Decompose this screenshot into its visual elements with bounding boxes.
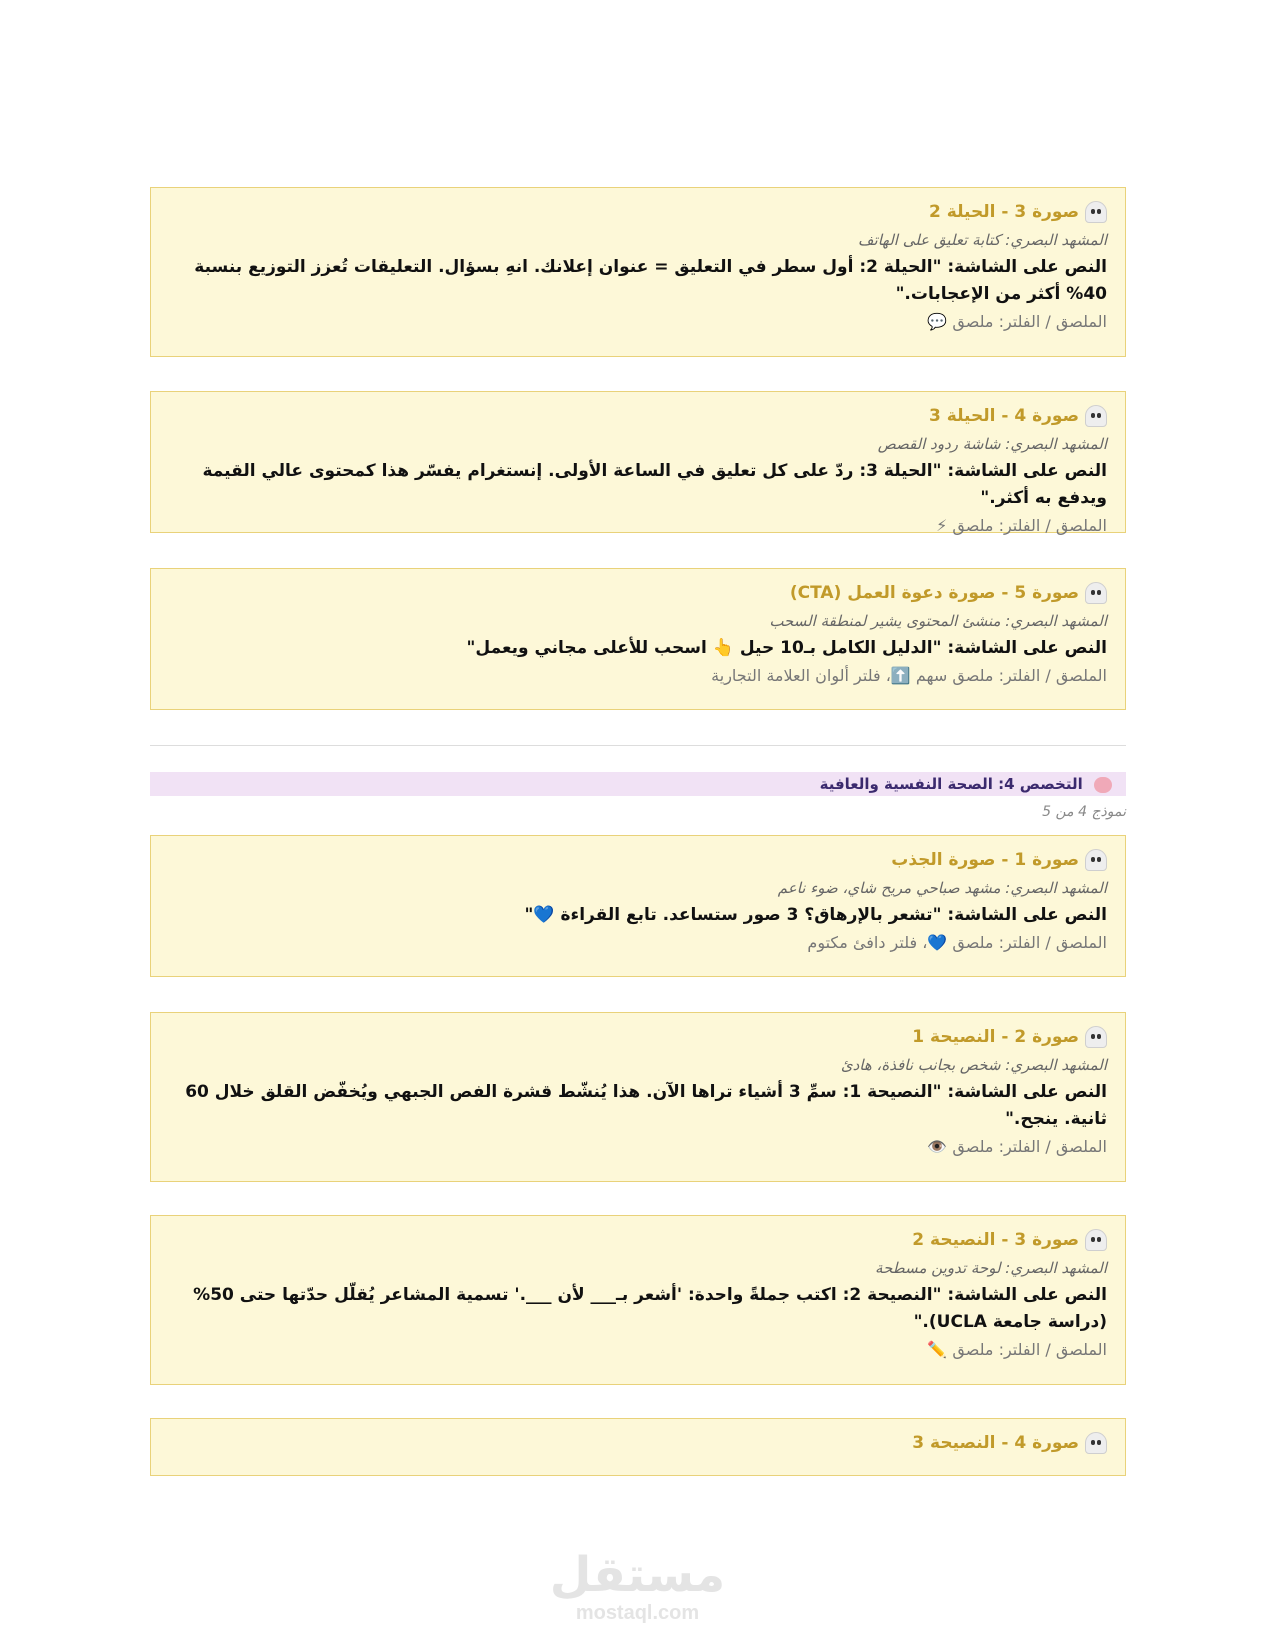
- ghost-icon: [1085, 849, 1107, 871]
- slide-title-row: [169, 581, 1107, 605]
- slide-card-4: [150, 391, 1126, 533]
- screen-text: النص على الشاشة: "الحيلة 3: ردّ على كل تعليق في الساعة الأولى. إنستغرام يفسّر هذا كمحتوى عالي القيمة ويدفع به أكثر.": [202, 461, 1107, 508]
- visual-scene: المشهد البصري: شخص بجانب نافذة، هادئ: [840, 1056, 1107, 1074]
- slide-card-hook: [150, 835, 1126, 977]
- section-title: التخصص 4: الصحة النفسية والعافية: [819, 775, 1083, 793]
- ghost-icon: [1085, 1229, 1107, 1251]
- ghost-icon: [1085, 201, 1107, 223]
- section-divider: [150, 745, 1126, 746]
- ghost-icon: [1085, 405, 1107, 427]
- document-page: [150, 0, 1128, 1650]
- slide-card-tip-1: [150, 1012, 1126, 1182]
- slide-title: صورة 1 - صورة الجذب: [891, 850, 1079, 870]
- slide-title: صورة 3 - النصيحة 2: [912, 1230, 1079, 1250]
- visual-scene: المشهد البصري: لوحة تدوين مسطحة: [875, 1259, 1107, 1277]
- sticker-filter: الملصق / الفلتر: ملصق ✏️: [927, 1340, 1107, 1359]
- screen-text: النص على الشاشة: "النصيحة 2: اكتب جملةً واحدة: 'أشعر بـ___ لأن ___.' تسمية المشاعر يُقلّل حدّتها حتى 50% (دراسة جامعة UCLA).": [193, 1285, 1107, 1332]
- slide-card-3: [150, 187, 1126, 357]
- sticker-filter: الملصق / الفلتر: ملصق 💙، فلتر دافئ مكتوم: [807, 933, 1107, 952]
- slide-title: صورة 2 - النصيحة 1: [912, 1027, 1079, 1047]
- ghost-icon: [1085, 582, 1107, 604]
- model-count: نموذج 4 من 5: [1042, 804, 1126, 820]
- slide-card-tip-2: [150, 1215, 1126, 1385]
- slide-title-row: [169, 848, 1107, 872]
- watermark-logo: مستقل: [549, 1547, 726, 1603]
- ghost-icon: [1085, 1432, 1107, 1454]
- sticker-filter: الملصق / الفلتر: ملصق ⚡: [936, 516, 1107, 535]
- visual-scene: المشهد البصري: كتابة تعليق على الهاتف: [858, 231, 1107, 249]
- visual-scene: المشهد البصري: شاشة ردود القصص: [877, 435, 1107, 453]
- visual-scene: المشهد البصري: مشهد صباحي مريح شاي، ضوء ناعم: [777, 879, 1107, 897]
- section-header: [150, 772, 1126, 796]
- sticker-filter: الملصق / الفلتر: ملصق سهم ⬆️، فلتر ألوان العلامة التجارية: [711, 666, 1107, 685]
- slide-title-row: [169, 200, 1107, 224]
- ghost-icon: [1085, 1026, 1107, 1048]
- watermark-url: mostaql.com: [575, 1602, 700, 1624]
- slide-title: صورة 4 - الحيلة 3: [929, 406, 1079, 426]
- screen-text: النص على الشاشة: "الدليل الكامل بـ10 حيل 👆 اسحب للأعلى مجاني ويعمل": [466, 638, 1107, 658]
- brain-icon: [1094, 777, 1112, 793]
- screen-text: النص على الشاشة: "الحيلة 2: أول سطر في التعليق = عنوان إعلانك. انهِ بسؤال. التعليقات تُعزز التوزيع بنسبة 40% أكثر من الإعجابات.": [194, 257, 1107, 304]
- slide-title-row: [169, 1431, 1107, 1455]
- slide-title-row: [169, 404, 1107, 428]
- sticker-filter: الملصق / الفلتر: ملصق 👁️: [927, 1137, 1107, 1156]
- screen-text: النص على الشاشة: "تشعر بالإرهاق؟ 3 صور ستساعد. تابع القراءة 💙": [524, 905, 1107, 925]
- slide-card-tip-3: [150, 1418, 1126, 1476]
- slide-title: صورة 5 - صورة دعوة العمل (CTA): [789, 583, 1079, 603]
- sticker-filter: الملصق / الفلتر: ملصق 💬: [927, 312, 1107, 331]
- slide-title: صورة 4 - النصيحة 3: [912, 1433, 1079, 1453]
- slide-card-5: [150, 568, 1126, 710]
- visual-scene: المشهد البصري: منشئ المحتوى يشير لمنطقة السحب: [769, 612, 1107, 630]
- screen-text: النص على الشاشة: "النصيحة 1: سمِّ 3 أشياء تراها الآن. هذا يُنشّط قشرة الفص الجبهي ويُخفّض القلق خلال 60 ثانية. ينجح.": [185, 1082, 1107, 1129]
- watermark: [0, 1548, 1275, 1624]
- slide-title-row: [169, 1025, 1107, 1049]
- slide-title: صورة 3 - الحيلة 2: [929, 202, 1079, 222]
- slide-title-row: [169, 1228, 1107, 1252]
